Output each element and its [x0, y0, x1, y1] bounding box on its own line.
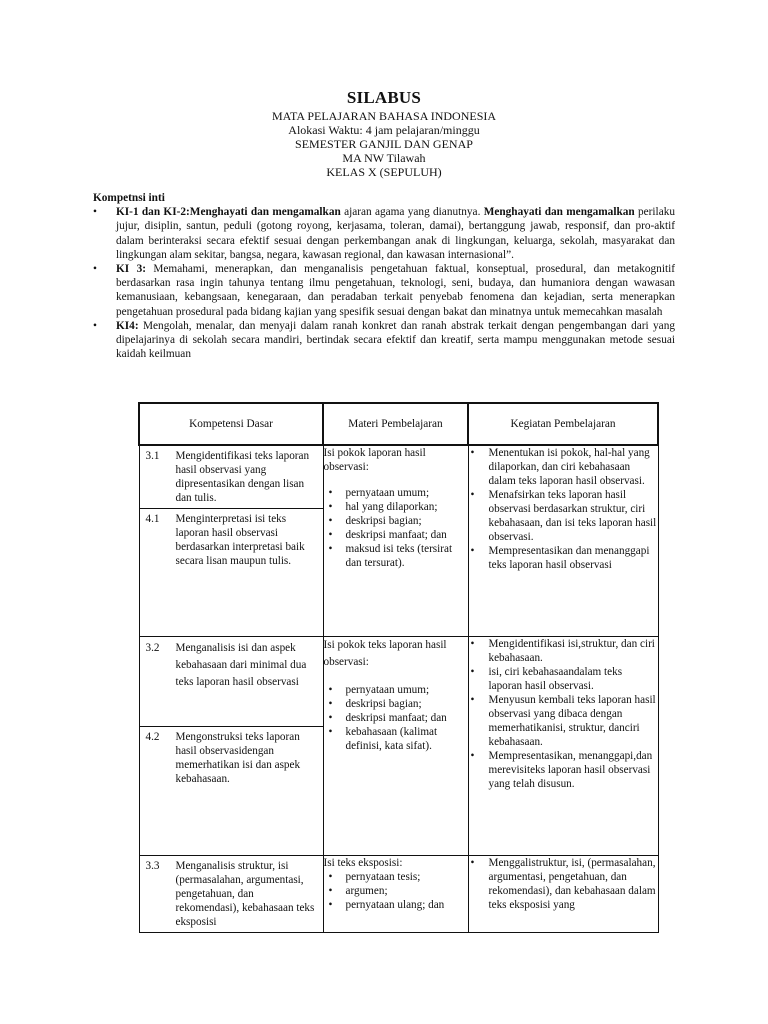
- learning-activity-cell: [468, 637, 658, 856]
- activity-text: Mengidentifikasi isi,struktur, dan ciri kebahasaan.: [488, 638, 655, 664]
- activity-text: Mempresentasikan dan menanggapi teks laporan hasil observasi: [488, 545, 650, 571]
- ki-text: perilaku jujur, disiplin, santun, peduli (gotong royong, kerjasama, toleran, damai), bertanggung jawab, responsif, dan pro-aktif dalam berinteraksi secara efektif sesuai dengan perkembangan anak di lingkungan, keluarga, sekolah, masyarakat dan lingkungan alam sekitar, bangsa, negara, kawasan regional, dan kawasan internasional”.: [116, 206, 676, 261]
- ki-text: Memahami, menerapkan, dan menganalisis pengetahuan faktual, konseptual, prosedural, dan metakognitif berdasarkan rasa ingin tahunya tentang ilmu pengetahuan, teknologi, seni, budaya, dan humaniora dengan wawasan kemanusiaan, kebangsaan, kenegaraan, dan peradaban terkait penyebab fenomena dan kejadian, serta menerapkan pengetahuan prosedural pada bidang kajian yang spesifik sesuai dengan bakat dan minatnya untuk memecahkan masalah: [116, 263, 675, 318]
- school-line: MA NW Tilawah: [342, 151, 426, 165]
- list-item: [324, 528, 468, 542]
- bullet-icon: •: [470, 447, 475, 459]
- competency-number: 3.1: [145, 450, 160, 462]
- competency-number: 4.1: [145, 513, 160, 525]
- bullet-icon: •: [470, 489, 475, 501]
- learning-activity-cell: [468, 856, 658, 933]
- bullet-icon: •: [328, 712, 333, 724]
- list-item: [469, 544, 658, 572]
- list-item: [324, 697, 468, 711]
- table-row: [139, 445, 658, 637]
- competency-item: [140, 446, 323, 508]
- time-allocation-line: Alokasi Waktu: 4 jam pelajaran/minggu: [288, 123, 480, 137]
- competency-text: Mengidentifikasi teks laporan hasil observasi yang dipresentasikan dengan lisan dan tulis.: [175, 450, 310, 504]
- syllabus-table: [138, 402, 659, 933]
- ki-emphasis: Menghayati dan mengamalkan: [189, 206, 341, 219]
- material-text: deskripsi manfaat; dan: [345, 712, 447, 724]
- competency-item: [140, 637, 323, 726]
- bullet-icon: •: [328, 698, 333, 710]
- bullet-icon: •: [328, 515, 333, 527]
- bullet-icon: •: [328, 726, 333, 738]
- bullet-icon: •: [328, 871, 333, 883]
- bullet-icon: •: [93, 319, 97, 332]
- material-intro: Isi pokok laporan hasil observasi:: [323, 447, 426, 473]
- material-list: [324, 683, 468, 753]
- ki-label: KI-1 dan KI-2:: [116, 206, 190, 219]
- activity-text: Menentukan isi pokok, hal-hal yang dilaporkan, dan ciri kebahasaan dalam teks laporan hasil observasi.: [488, 447, 650, 487]
- material-intro: Isi pokok teks laporan hasil observasi:: [323, 639, 447, 668]
- material-text: deskripsi bagian;: [345, 515, 422, 527]
- ki-text: Mengolah, menalar, dan menyaji dalam ranah konkret dan ranah abstrak terkait dengan pengembangan dari yang dipelajarinya di sekolah secara mandiri, bertindak secara efektif dan kreatif, serta mampu menggunakan metode sesuai kaidah keilmuan: [116, 319, 675, 361]
- bullet-icon: •: [470, 638, 475, 650]
- competencies-heading: Kompetnsi inti: [93, 192, 165, 204]
- activity-text: Menafsirkan teks laporan hasil observasi berdasarkan struktur, ciri kebahasaan, dan isi teks laporan hasil observasi.: [488, 489, 657, 543]
- bullet-icon: •: [470, 545, 475, 557]
- bullet-icon: •: [93, 263, 97, 276]
- learning-material-cell: [323, 856, 468, 933]
- semester-line: SEMESTER GANJIL DAN GENAP: [295, 137, 473, 151]
- ki-emphasis: Menghayati dan mengamalkan: [483, 206, 635, 219]
- material-text: deskripsi bagian;: [345, 698, 422, 710]
- bullet-icon: •: [328, 501, 333, 513]
- bullet-icon: •: [93, 206, 97, 219]
- basic-competency-cell: [139, 856, 323, 933]
- material-text: hal yang dilaporkan;: [345, 501, 438, 513]
- class-line: KELAS X (SEPULUH): [326, 165, 442, 179]
- bullet-icon: •: [470, 750, 475, 762]
- competency-text: Menganalisis struktur, isi (permasalahan, argumentasi, pengetahuan, dan rekomendasi), kebahasaan teks eksposisi: [175, 860, 315, 928]
- bullet-icon: •: [328, 543, 333, 555]
- ki-text: ajaran agama yang dianutnya.: [340, 206, 484, 219]
- activity-list: [469, 446, 658, 572]
- activity-list: [469, 637, 658, 791]
- list-item: [324, 683, 468, 697]
- bullet-icon: •: [328, 899, 333, 911]
- table-header-row: [139, 403, 658, 445]
- competency-number: 4.2: [145, 731, 160, 743]
- material-list: [324, 870, 468, 912]
- core-competencies: [93, 191, 675, 361]
- list-item: [324, 898, 468, 912]
- material-text: argumen;: [345, 885, 388, 897]
- competency-item: [140, 726, 323, 789]
- activity-text: Menyusun kembali teks laporan hasil observasi yang dibaca dengan memerhatikanisi, struktur, danciri kebahasaan.: [488, 694, 656, 748]
- material-list: [324, 486, 468, 570]
- bullet-icon: •: [328, 885, 333, 897]
- list-item: [324, 542, 468, 570]
- bullet-icon: •: [470, 666, 475, 678]
- list-item: [93, 205, 675, 262]
- table-row: [139, 856, 658, 933]
- material-text: pernyataan umum;: [345, 487, 430, 499]
- page-title: SILABUS: [346, 88, 422, 107]
- list-item: [324, 500, 468, 514]
- material-text: pernyataan tesis;: [345, 871, 421, 883]
- column-header: Materi Pembelajaran: [323, 403, 468, 445]
- material-text: pernyataan ulang; dan: [345, 899, 445, 911]
- competencies-list: [93, 205, 675, 361]
- activity-text: Mempresentasikan, menanggapi,dan merevisiteks laporan hasil observasi yang telah disusun.: [488, 750, 653, 790]
- bullet-icon: •: [470, 857, 475, 869]
- material-text: maksud isi teks (tersirat dan tersurat).: [345, 543, 453, 569]
- list-item: [324, 514, 468, 528]
- bullet-icon: •: [470, 694, 475, 706]
- material-intro: Isi teks eksposisi:: [323, 857, 403, 869]
- list-item: [324, 486, 468, 500]
- competency-item: [140, 856, 323, 932]
- bullet-icon: •: [328, 487, 333, 499]
- list-item: [93, 319, 675, 362]
- competency-text: Menganalisis isi dan aspek kebahasaan dari minimal dua teks laporan hasil observasi: [175, 642, 307, 688]
- list-item: [469, 856, 658, 912]
- competency-text: Menginterpretasi isi teks laporan hasil observasi berdasarkan interpretasi baik secara lisan maupun tulis.: [175, 513, 305, 567]
- list-item: [469, 488, 658, 544]
- list-item: [469, 665, 658, 693]
- list-item: [469, 693, 658, 749]
- learning-material-cell: [323, 445, 468, 637]
- competency-number: 3.3: [145, 860, 160, 872]
- basic-competency-cell: [139, 637, 323, 856]
- list-item: [324, 870, 468, 884]
- activity-list: [469, 856, 658, 912]
- learning-material-cell: [323, 637, 468, 856]
- activity-text: isi, ciri kebahasaandalam teks laporan hasil observasi.: [488, 666, 623, 692]
- list-item: [93, 262, 675, 319]
- list-item: [324, 725, 468, 753]
- material-text: kebahasaan (kalimat definisi, kata sifat).: [345, 726, 438, 752]
- syllabus-header: [0, 88, 768, 179]
- column-header: Kegiatan Pembelajaran: [468, 403, 658, 445]
- list-item: [324, 711, 468, 725]
- ki-label: KI4:: [116, 319, 139, 332]
- subject-line: MATA PELAJARAN BAHASA INDONESIA: [271, 109, 497, 123]
- bullet-icon: •: [328, 684, 333, 696]
- activity-text: Menggalistruktur, isi, (permasalahan, argumentasi, pengetahuan, dan rekomendasi), dan kebahasaan dalam teks eksposisi yang: [488, 857, 656, 911]
- list-item: [469, 446, 658, 488]
- basic-competency-cell: [139, 445, 323, 637]
- competency-number: 3.2: [145, 642, 160, 654]
- competency-text: Mengonstruksi teks laporan hasil observasidengan memerhatikan isi dan aspek kebahasaan.: [175, 731, 301, 785]
- list-item: [324, 884, 468, 898]
- learning-activity-cell: [468, 445, 658, 637]
- material-text: pernyataan umum;: [345, 684, 430, 696]
- list-item: [469, 637, 658, 665]
- table-row: [139, 637, 658, 856]
- list-item: [469, 749, 658, 791]
- column-header: Kompetensi Dasar: [139, 403, 323, 445]
- material-text: deskripsi manfaat; dan: [345, 529, 447, 541]
- bullet-icon: •: [328, 529, 333, 541]
- competency-item: [140, 508, 323, 571]
- ki-label: KI 3:: [116, 263, 146, 276]
